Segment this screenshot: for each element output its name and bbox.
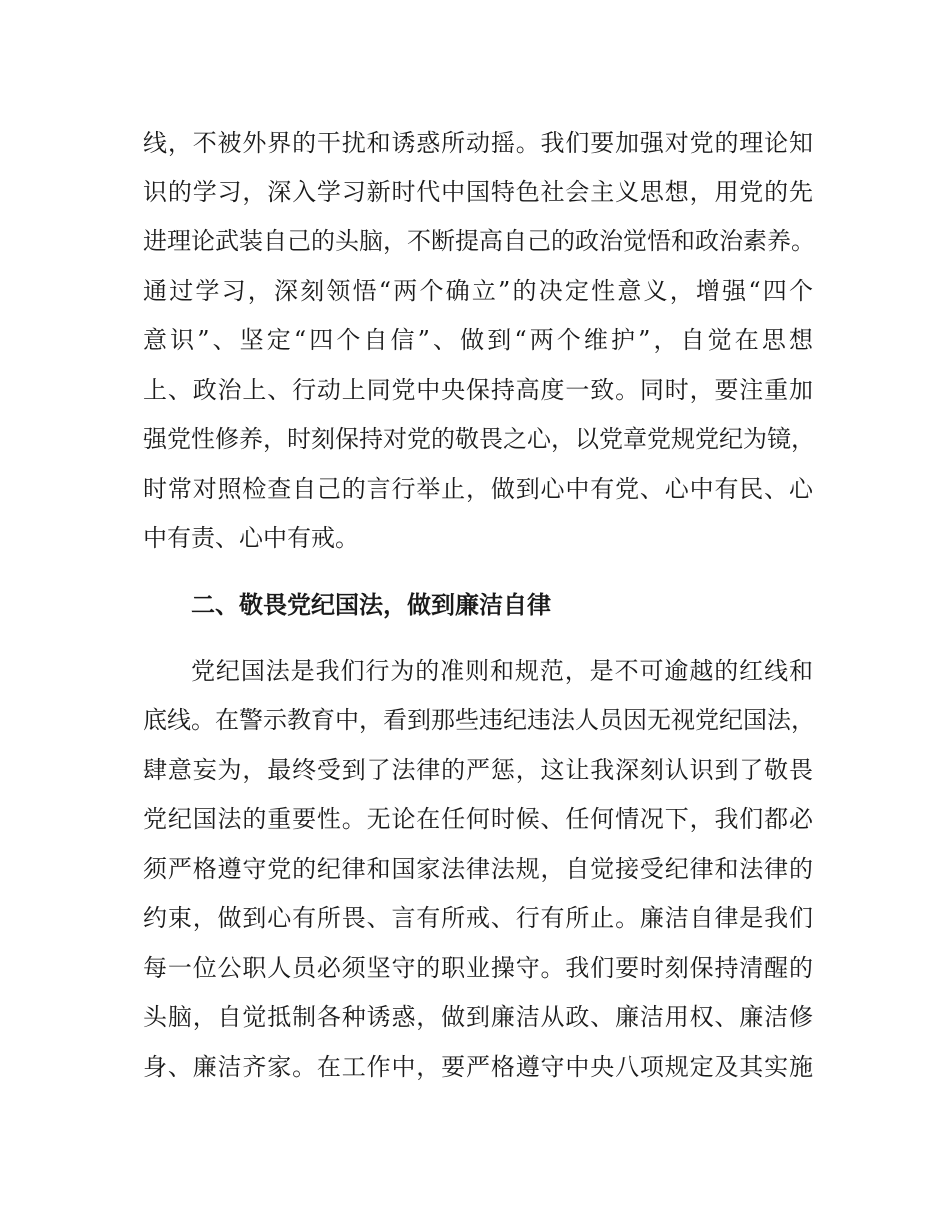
paragraph-1-line-4: 通过学习，深刻领悟“两个确立”的决定性意义，增强“四个 (143, 277, 813, 305)
paragraph-1-line-9: 中有责、心中有戒。 (143, 524, 359, 552)
paragraph-2-line-2: 底线。在警示教育中，看到那些违纪违法人员因无视党纪国法， (143, 706, 815, 734)
paragraph-2-line-3: 肆意妄为，最终受到了法律的严惩，这让我深刻认识到了敬畏 (143, 756, 813, 784)
paragraph-1-line-7: 强党性修养，时刻保持对党的敬畏之心，以党章党规党纪为镜， (143, 425, 815, 453)
paragraph-2-line-1: 党纪国法是我们行为的准则和规范，是不可逾越的红线和 (191, 657, 813, 685)
paragraph-2-line-4: 党纪国法的重要性。无论在任何时候、任何情况下，我们都必 (143, 805, 813, 833)
paragraph-1-line-1: 线，不被外界的干扰和诱惑所动摇。我们要加强对党的理论知 (143, 129, 813, 157)
paragraph-2-line-8: 头脑，自觉抵制各种诱惑，做到廉洁从政、廉洁用权、廉洁修 (143, 1003, 813, 1031)
paragraph-2-line-7: 每一位公职人员必须坚守的职业操守。我们要时刻保持清醒的 (143, 954, 813, 982)
paragraph-1-line-3: 进理论武装自己的头脑，不断提高自己的政治觉悟和政治素养。 (143, 227, 815, 255)
paragraph-2-line-9: 身、廉洁齐家。在工作中，要严格遵守中央八项规定及其实施 (143, 1053, 813, 1081)
paragraph-1-line-6: 上、政治上、行动上同党中央保持高度一致。同时，要注重加 (143, 376, 813, 404)
paragraph-2-line-5: 须严格遵守党的纪律和国家法律法规，自觉接受纪律和法律的 (143, 855, 813, 883)
paragraph-1-line-5: 意识”、坚定“四个自信”、做到“两个维护”，自觉在思想 (143, 326, 813, 354)
paragraph-2-line-6: 约束，做到心有所畏、言有所戒、行有所止。廉洁自律是我们 (143, 904, 813, 932)
paragraph-1-line-8: 时常对照检查自己的言行举止，做到心中有党、心中有民、心 (143, 475, 813, 503)
paragraph-1-line-2: 识的学习，深入学习新时代中国特色社会主义思想，用党的先 (143, 178, 813, 206)
section-heading: 二、敬畏党纪国法，做到廉洁自律 (191, 591, 551, 619)
